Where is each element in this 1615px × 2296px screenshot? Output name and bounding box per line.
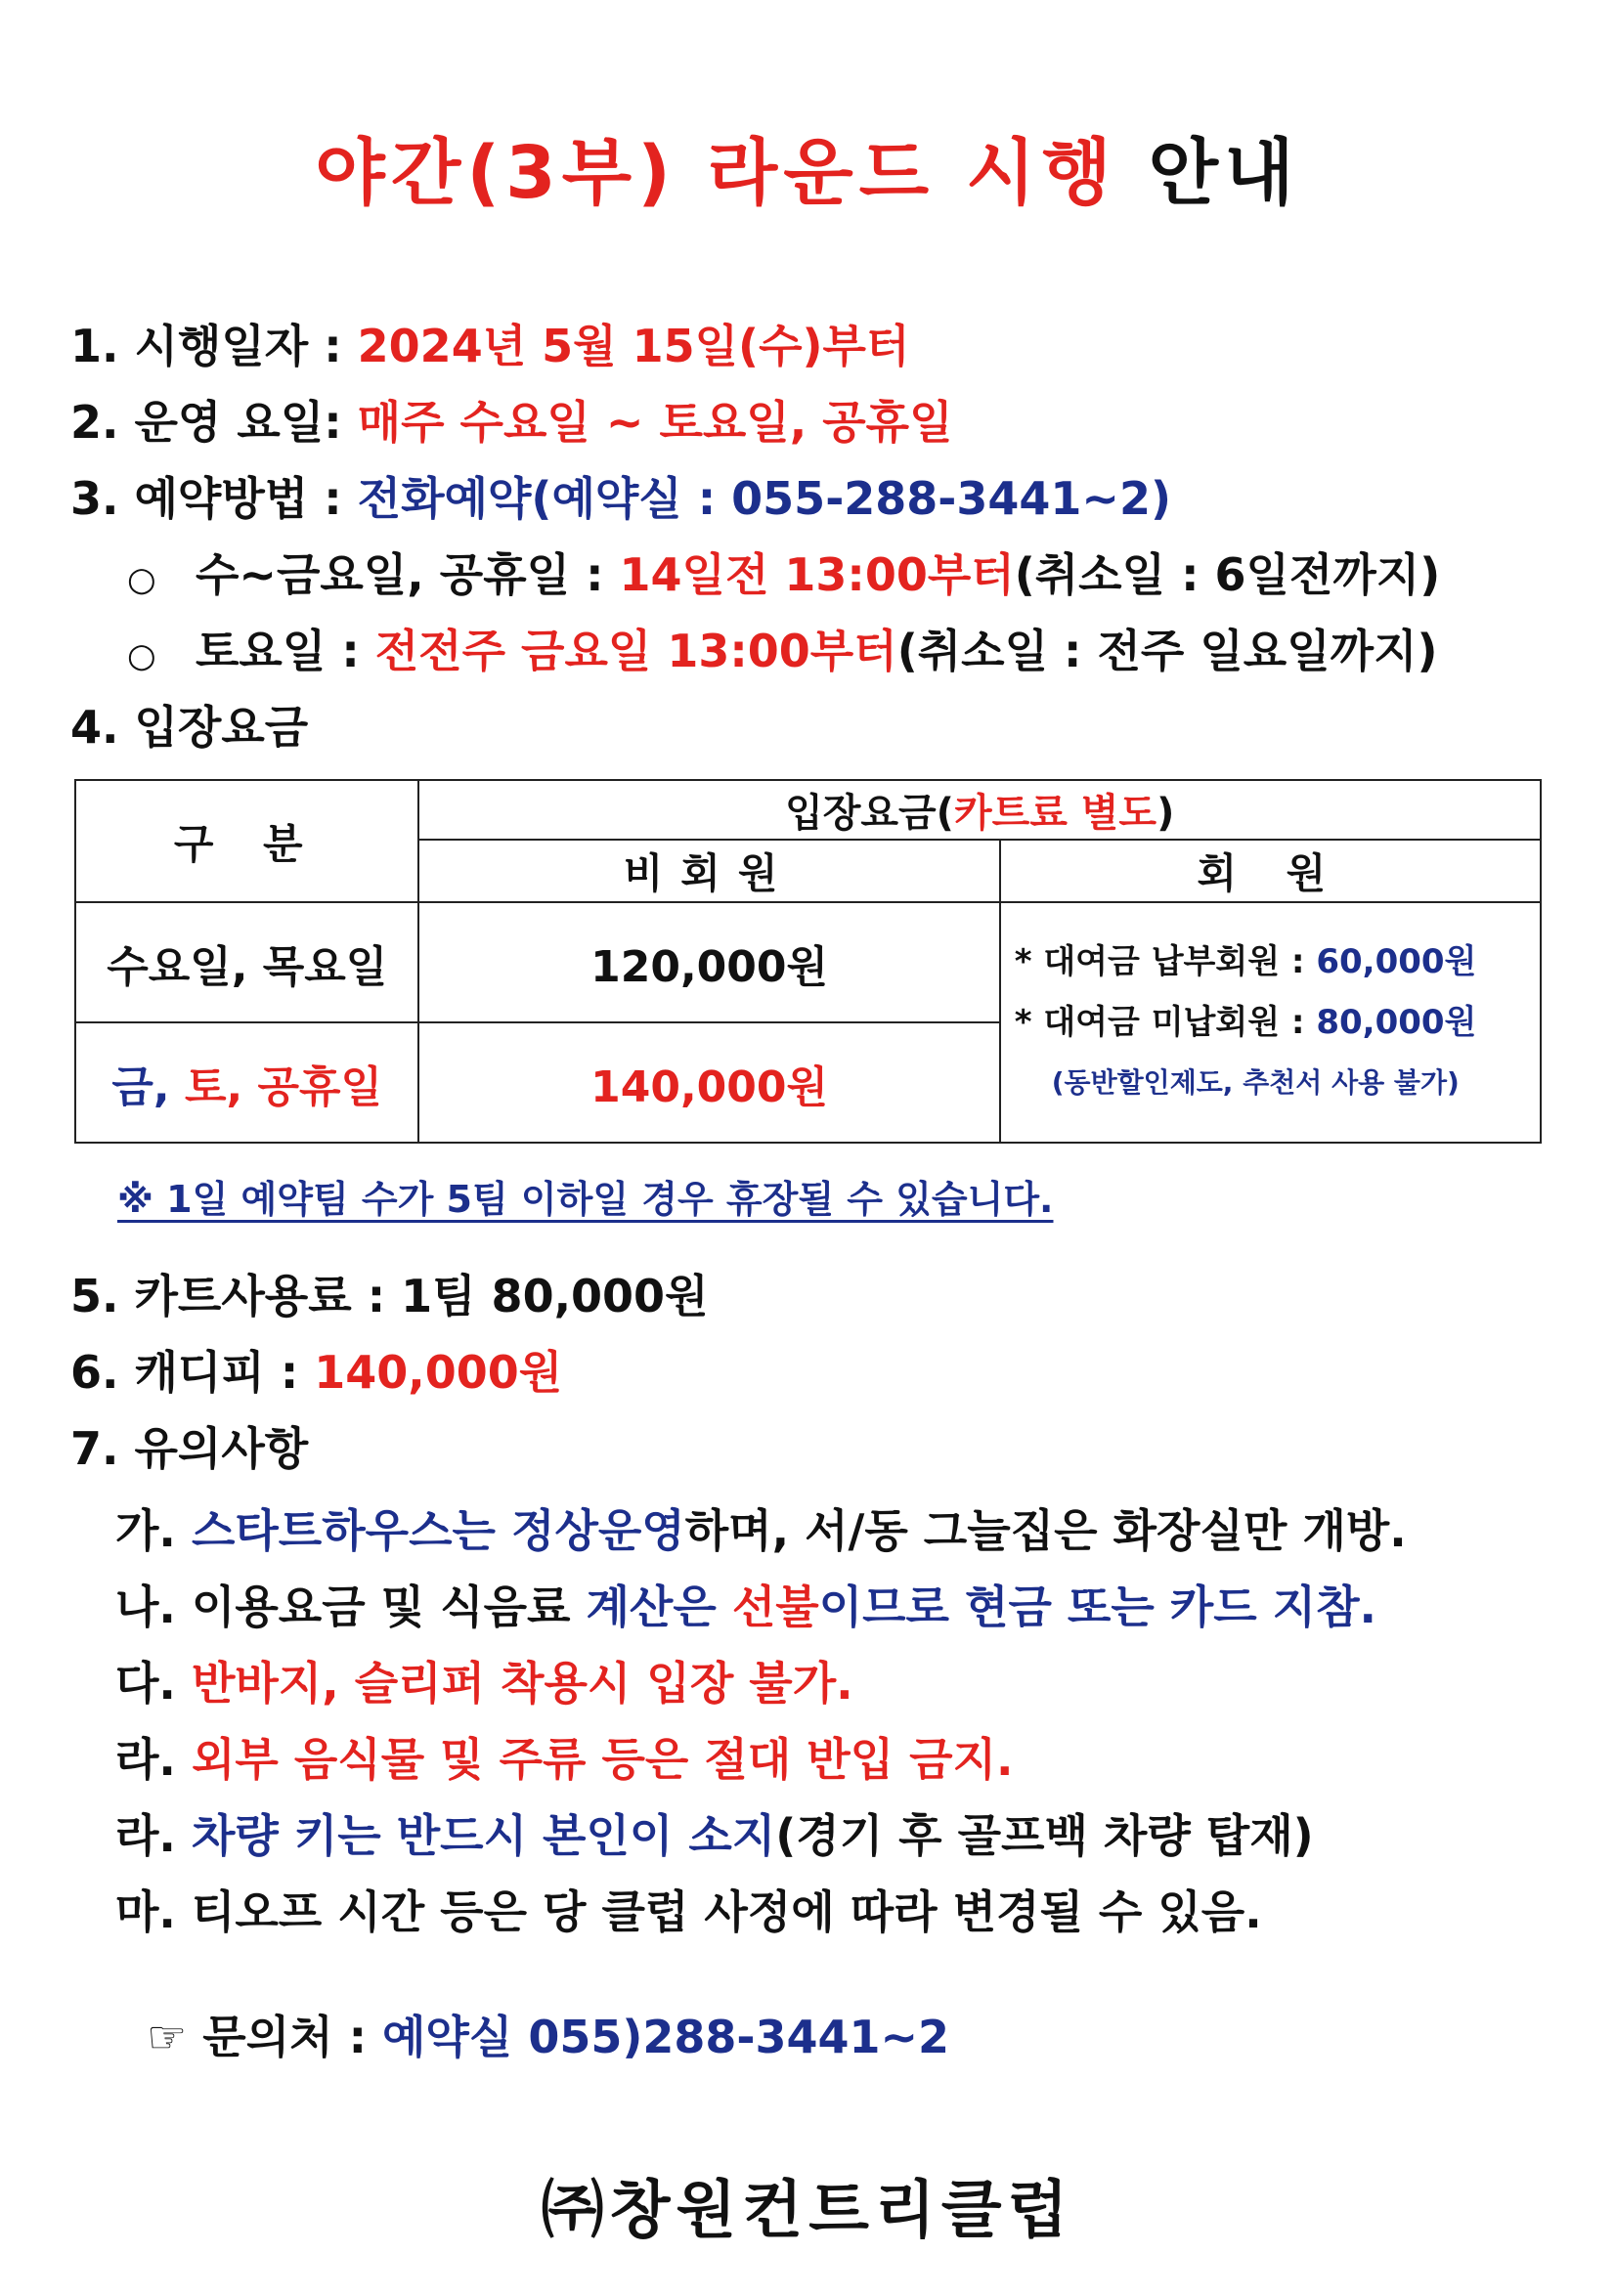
member-deposit-unpaid: * 대여금 미납회원 : 80,000원 [1014, 1003, 1477, 1042]
note-ra-food: 라. 외부 음식물 및 주류 등은 절대 반입 금지. [115, 1733, 1014, 1786]
section-2-operating-days: 2. 운영 요일: 매주 수요일 ~ 토요일, 공휴일 [70, 396, 953, 449]
reservation-weekday: ○ 수~금요일, 공휴일 : 14일전 13:00부터(취소일 : 6일전까지) [127, 548, 1441, 601]
note-ma: 마. 티오프 시간 등은 당 클럽 사정에 따라 변경될 수 있음. [115, 1885, 1262, 1938]
header-nonmember: 비회원 [418, 840, 999, 902]
header-category: 구 분 [75, 780, 418, 902]
note-da: 다. 반바지, 슬리퍼 착용시 입장 불가. [115, 1657, 853, 1710]
reservation-saturday: ○ 토요일 : 전전주 금요일 13:00부터(취소일 : 전주 일요일까지) [127, 625, 1438, 677]
header-member: 회 원 [1000, 840, 1541, 902]
section-7-notes: 7. 유의사항 [70, 1422, 309, 1475]
note-ga: 가. 스타트하우스는 정상운영하며, 서/동 그늘집은 화장실만 개방. [115, 1504, 1407, 1557]
row-wed-thu-label: 수요일, 목요일 [75, 902, 418, 1022]
fee-table [74, 779, 1542, 1144]
member-note: (동반할인제도, 추천서 사용 불가) [1051, 1066, 1460, 1099]
closure-notice: ※ 1일 예약팀 수가 5팀 이하일 경우 휴장될 수 있습니다. [117, 1178, 1054, 1221]
section-4-fees: 4. 입장요금 [70, 701, 309, 754]
row-fri-sat-holiday-label: 금, 토, 공휴일 [75, 1022, 418, 1143]
member-fee-cell [1000, 902, 1541, 1143]
contact-info: ☞ 문의처 : 예약실 055)288-3441~2 [147, 2011, 950, 2063]
row-fri-sat-holiday-fee: 140,000원 [418, 1022, 999, 1143]
member-deposit-paid: * 대여금 납부회원 : 60,000원 [1014, 942, 1477, 981]
pointing-hand-icon: ☞ [147, 2011, 188, 2063]
company-name: ㈜창원컨트리클럽 [541, 2175, 1074, 2247]
section-1-start-date: 1. 시행일자 : 2024년 5월 15일(수)부터 [70, 320, 910, 372]
page-title: 야간(3부) 라운드 시행 안내 [315, 131, 1300, 215]
circle-bullet-icon: ○ [127, 636, 156, 675]
note-ra-carkey: 라. 차량 키는 반드시 본인이 소지(경기 후 골프백 차량 탑재) [115, 1809, 1314, 1862]
section-6-caddie-fee: 6. 캐디피 : 140,000원 [70, 1346, 563, 1399]
section-5-cart-fee: 5. 카트사용료 : 1팀 80,000원 [70, 1270, 709, 1322]
header-fee: 입장요금(카트료 별도) [418, 780, 1541, 840]
section-3-reservation: 3. 예약방법 : 전화예약(예약실 : 055-288-3441~2) [70, 472, 1171, 525]
note-na: 나. 이용요금 및 식음료 계산은 선불이므로 현금 또는 카드 지참. [115, 1581, 1377, 1633]
row-wed-thu-fee: 120,000원 [418, 902, 999, 1022]
circle-bullet-icon: ○ [127, 560, 156, 599]
